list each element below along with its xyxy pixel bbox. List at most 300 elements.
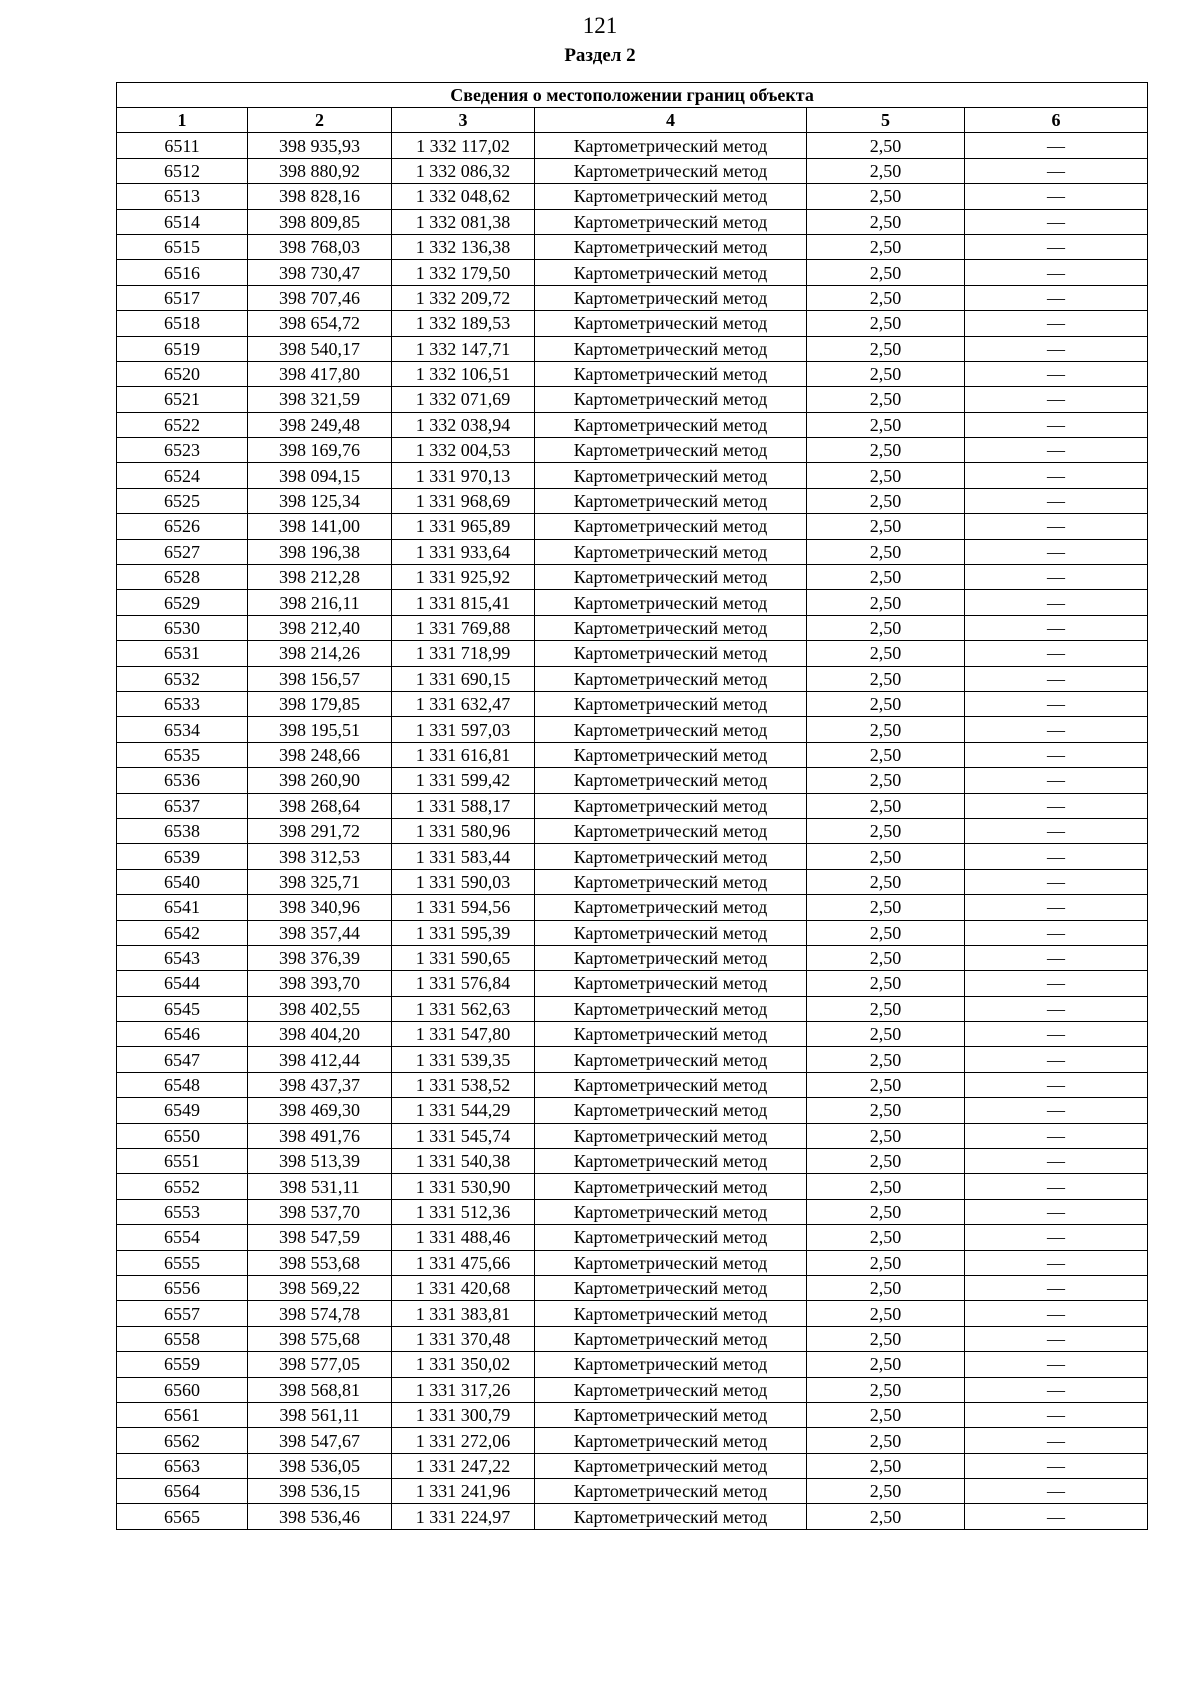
table-row <box>117 1098 1148 1123</box>
description-cell: — <box>965 996 1148 1021</box>
x-coordinate-cell: 398 125,34 <box>248 488 392 513</box>
description-cell: — <box>965 818 1148 843</box>
x-coordinate-cell: 398 540,17 <box>248 336 392 361</box>
x-coordinate-cell: 398 321,59 <box>248 387 392 412</box>
y-coordinate-cell: 1 331 272,06 <box>392 1428 535 1453</box>
method-cell: Картометрический метод <box>535 641 807 666</box>
description-cell: — <box>965 1199 1148 1224</box>
method-cell: Картометрический метод <box>535 260 807 285</box>
accuracy-cell: 2,50 <box>807 945 965 970</box>
method-cell: Картометрический метод <box>535 158 807 183</box>
table-row <box>117 1149 1148 1174</box>
y-coordinate-cell: 1 331 590,65 <box>392 945 535 970</box>
point-number-cell: 6511 <box>117 133 248 158</box>
accuracy-cell: 2,50 <box>807 1326 965 1351</box>
x-coordinate-cell: 398 547,67 <box>248 1428 392 1453</box>
point-number-cell: 6560 <box>117 1377 248 1402</box>
y-coordinate-cell: 1 331 562,63 <box>392 996 535 1021</box>
accuracy-cell: 2,50 <box>807 209 965 234</box>
y-coordinate-cell: 1 331 530,90 <box>392 1174 535 1199</box>
table-row <box>117 1352 1148 1377</box>
method-cell: Картометрический метод <box>535 1275 807 1300</box>
column-header: 5 <box>807 108 965 133</box>
y-coordinate-cell: 1 332 209,72 <box>392 285 535 310</box>
accuracy-cell: 2,50 <box>807 1199 965 1224</box>
y-coordinate-cell: 1 331 512,36 <box>392 1199 535 1224</box>
point-number-cell: 6537 <box>117 793 248 818</box>
description-cell: — <box>965 742 1148 767</box>
table-row <box>117 869 1148 894</box>
accuracy-cell: 2,50 <box>807 285 965 310</box>
description-cell: — <box>965 285 1148 310</box>
x-coordinate-cell: 398 376,39 <box>248 945 392 970</box>
description-cell: — <box>965 1326 1148 1351</box>
method-cell: Картометрический метод <box>535 209 807 234</box>
point-number-cell: 6515 <box>117 234 248 259</box>
y-coordinate-cell: 1 331 968,69 <box>392 488 535 513</box>
y-coordinate-cell: 1 331 597,03 <box>392 717 535 742</box>
x-coordinate-cell: 398 577,05 <box>248 1352 392 1377</box>
method-cell: Картометрический метод <box>535 184 807 209</box>
accuracy-cell: 2,50 <box>807 1225 965 1250</box>
table-row <box>117 590 1148 615</box>
point-number-cell: 6552 <box>117 1174 248 1199</box>
method-cell: Картометрический метод <box>535 945 807 970</box>
accuracy-cell: 2,50 <box>807 260 965 285</box>
x-coordinate-cell: 398 707,46 <box>248 285 392 310</box>
method-cell: Картометрический метод <box>535 818 807 843</box>
y-coordinate-cell: 1 332 106,51 <box>392 361 535 386</box>
accuracy-cell: 2,50 <box>807 1098 965 1123</box>
y-coordinate-cell: 1 331 965,89 <box>392 514 535 539</box>
point-number-cell: 6531 <box>117 641 248 666</box>
point-number-cell: 6518 <box>117 311 248 336</box>
point-number-cell: 6535 <box>117 742 248 767</box>
description-cell: — <box>965 260 1148 285</box>
accuracy-cell: 2,50 <box>807 971 965 996</box>
accuracy-cell: 2,50 <box>807 1072 965 1097</box>
point-number-cell: 6565 <box>117 1504 248 1529</box>
description-cell: — <box>965 311 1148 336</box>
y-coordinate-cell: 1 331 247,22 <box>392 1453 535 1478</box>
accuracy-cell: 2,50 <box>807 666 965 691</box>
point-number-cell: 6536 <box>117 768 248 793</box>
table-row <box>117 641 1148 666</box>
table-row <box>117 920 1148 945</box>
description-cell: — <box>965 691 1148 716</box>
method-cell: Картометрический метод <box>535 971 807 996</box>
method-cell: Картометрический метод <box>535 1326 807 1351</box>
point-number-cell: 6549 <box>117 1098 248 1123</box>
page-number: 121 <box>582 13 618 38</box>
method-cell: Картометрический метод <box>535 361 807 386</box>
column-header: 2 <box>248 108 392 133</box>
description-cell: — <box>965 234 1148 259</box>
point-number-cell: 6559 <box>117 1352 248 1377</box>
point-number-cell: 6526 <box>117 514 248 539</box>
accuracy-cell: 2,50 <box>807 488 965 513</box>
x-coordinate-cell: 398 437,37 <box>248 1072 392 1097</box>
description-cell: — <box>965 920 1148 945</box>
description-cell: — <box>965 565 1148 590</box>
point-number-cell: 6557 <box>117 1301 248 1326</box>
point-number-cell: 6546 <box>117 1022 248 1047</box>
description-cell: — <box>965 1225 1148 1250</box>
description-cell: — <box>965 1377 1148 1402</box>
y-coordinate-cell: 1 331 350,02 <box>392 1352 535 1377</box>
x-coordinate-cell: 398 212,40 <box>248 615 392 640</box>
method-cell: Картометрический метод <box>535 844 807 869</box>
x-coordinate-cell: 398 730,47 <box>248 260 392 285</box>
accuracy-cell: 2,50 <box>807 641 965 666</box>
accuracy-cell: 2,50 <box>807 1275 965 1300</box>
accuracy-cell: 2,50 <box>807 412 965 437</box>
accuracy-cell: 2,50 <box>807 818 965 843</box>
method-cell: Картометрический метод <box>535 1250 807 1275</box>
y-coordinate-cell: 1 331 544,29 <box>392 1098 535 1123</box>
point-number-cell: 6527 <box>117 539 248 564</box>
point-number-cell: 6522 <box>117 412 248 437</box>
method-cell: Картометрический метод <box>535 133 807 158</box>
description-cell: — <box>965 1479 1148 1504</box>
accuracy-cell: 2,50 <box>807 1123 965 1148</box>
table-row <box>117 184 1148 209</box>
column-header: 1 <box>117 108 248 133</box>
accuracy-cell: 2,50 <box>807 1250 965 1275</box>
method-cell: Картометрический метод <box>535 590 807 615</box>
caption-row <box>117 83 1148 108</box>
column-header: 4 <box>535 108 807 133</box>
table-row <box>117 412 1148 437</box>
section-title: Раздел 2 <box>564 45 636 66</box>
y-coordinate-cell: 1 332 179,50 <box>392 260 535 285</box>
y-coordinate-cell: 1 331 616,81 <box>392 742 535 767</box>
x-coordinate-cell: 398 357,44 <box>248 920 392 945</box>
table-row <box>117 768 1148 793</box>
method-cell: Картометрический метод <box>535 920 807 945</box>
table-row <box>117 615 1148 640</box>
accuracy-cell: 2,50 <box>807 996 965 1021</box>
x-coordinate-cell: 398 935,93 <box>248 133 392 158</box>
method-cell: Картометрический метод <box>535 793 807 818</box>
x-coordinate-cell: 398 179,85 <box>248 691 392 716</box>
accuracy-cell: 2,50 <box>807 539 965 564</box>
table-row <box>117 336 1148 361</box>
accuracy-cell: 2,50 <box>807 793 965 818</box>
y-coordinate-cell: 1 331 599,42 <box>392 768 535 793</box>
table-row <box>117 260 1148 285</box>
point-number-cell: 6544 <box>117 971 248 996</box>
y-coordinate-cell: 1 331 224,97 <box>392 1504 535 1529</box>
table-row <box>117 1326 1148 1351</box>
description-cell: — <box>965 1504 1148 1529</box>
accuracy-cell: 2,50 <box>807 1301 965 1326</box>
y-coordinate-cell: 1 331 538,52 <box>392 1072 535 1097</box>
table-row <box>117 691 1148 716</box>
x-coordinate-cell: 398 536,15 <box>248 1479 392 1504</box>
y-coordinate-cell: 1 331 590,03 <box>392 869 535 894</box>
x-coordinate-cell: 398 469,30 <box>248 1098 392 1123</box>
x-coordinate-cell: 398 212,28 <box>248 565 392 590</box>
x-coordinate-cell: 398 169,76 <box>248 438 392 463</box>
table-row <box>117 438 1148 463</box>
point-number-cell: 6538 <box>117 818 248 843</box>
point-number-cell: 6534 <box>117 717 248 742</box>
method-cell: Картометрический метод <box>535 488 807 513</box>
method-cell: Картометрический метод <box>535 311 807 336</box>
y-coordinate-cell: 1 331 632,47 <box>392 691 535 716</box>
description-cell: — <box>965 463 1148 488</box>
y-coordinate-cell: 1 331 420,68 <box>392 1275 535 1300</box>
accuracy-cell: 2,50 <box>807 1504 965 1529</box>
x-coordinate-cell: 398 828,16 <box>248 184 392 209</box>
description-cell: — <box>965 438 1148 463</box>
method-cell: Картометрический метод <box>535 996 807 1021</box>
table-row <box>117 565 1148 590</box>
x-coordinate-cell: 398 312,53 <box>248 844 392 869</box>
y-coordinate-cell: 1 332 189,53 <box>392 311 535 336</box>
table-row <box>117 1250 1148 1275</box>
point-number-cell: 6512 <box>117 158 248 183</box>
description-cell: — <box>965 1098 1148 1123</box>
method-cell: Картометрический метод <box>535 742 807 767</box>
y-coordinate-cell: 1 331 370,48 <box>392 1326 535 1351</box>
description-cell: — <box>965 945 1148 970</box>
table-row <box>117 1072 1148 1097</box>
table-row <box>117 1022 1148 1047</box>
description-cell: — <box>965 666 1148 691</box>
accuracy-cell: 2,50 <box>807 869 965 894</box>
x-coordinate-cell: 398 141,00 <box>248 514 392 539</box>
method-cell: Картометрический метод <box>535 1022 807 1047</box>
x-coordinate-cell: 398 654,72 <box>248 311 392 336</box>
method-cell: Картометрический метод <box>535 895 807 920</box>
x-coordinate-cell: 398 561,11 <box>248 1402 392 1427</box>
table-row <box>117 793 1148 818</box>
y-coordinate-cell: 1 331 925,92 <box>392 565 535 590</box>
point-number-cell: 6556 <box>117 1275 248 1300</box>
y-coordinate-cell: 1 332 086,32 <box>392 158 535 183</box>
accuracy-cell: 2,50 <box>807 1149 965 1174</box>
table-row <box>117 1225 1148 1250</box>
point-number-cell: 6520 <box>117 361 248 386</box>
description-cell: — <box>965 869 1148 894</box>
accuracy-cell: 2,50 <box>807 1402 965 1427</box>
x-coordinate-cell: 398 195,51 <box>248 717 392 742</box>
table-row <box>117 387 1148 412</box>
point-number-cell: 6532 <box>117 666 248 691</box>
method-cell: Картометрический метод <box>535 565 807 590</box>
y-coordinate-cell: 1 331 547,80 <box>392 1022 535 1047</box>
y-coordinate-cell: 1 331 970,13 <box>392 463 535 488</box>
y-coordinate-cell: 1 331 488,46 <box>392 1225 535 1250</box>
description-cell: — <box>965 184 1148 209</box>
point-number-cell: 6547 <box>117 1047 248 1072</box>
x-coordinate-cell: 398 880,92 <box>248 158 392 183</box>
description-cell: — <box>965 488 1148 513</box>
x-coordinate-cell: 398 249,48 <box>248 412 392 437</box>
y-coordinate-cell: 1 332 048,62 <box>392 184 535 209</box>
description-cell: — <box>965 793 1148 818</box>
accuracy-cell: 2,50 <box>807 361 965 386</box>
x-coordinate-cell: 398 156,57 <box>248 666 392 691</box>
method-cell: Картометрический метод <box>535 717 807 742</box>
description-cell: — <box>965 1022 1148 1047</box>
column-number-row <box>117 108 1148 133</box>
point-number-cell: 6514 <box>117 209 248 234</box>
accuracy-cell: 2,50 <box>807 387 965 412</box>
table-row <box>117 1377 1148 1402</box>
method-cell: Картометрический метод <box>535 463 807 488</box>
y-coordinate-cell: 1 332 147,71 <box>392 336 535 361</box>
x-coordinate-cell: 398 768,03 <box>248 234 392 259</box>
table-row <box>117 133 1148 158</box>
method-cell: Картометрический метод <box>535 869 807 894</box>
table-row <box>117 463 1148 488</box>
table-row <box>117 742 1148 767</box>
table-row <box>117 666 1148 691</box>
y-coordinate-cell: 1 331 241,96 <box>392 1479 535 1504</box>
method-cell: Картометрический метод <box>535 615 807 640</box>
x-coordinate-cell: 398 491,76 <box>248 1123 392 1148</box>
table-row <box>117 514 1148 539</box>
table-row <box>117 1275 1148 1300</box>
description-cell: — <box>965 1428 1148 1453</box>
table-row <box>117 844 1148 869</box>
point-number-cell: 6550 <box>117 1123 248 1148</box>
table-row <box>117 539 1148 564</box>
point-number-cell: 6533 <box>117 691 248 716</box>
accuracy-cell: 2,50 <box>807 336 965 361</box>
point-number-cell: 6543 <box>117 945 248 970</box>
y-coordinate-cell: 1 331 583,44 <box>392 844 535 869</box>
x-coordinate-cell: 398 248,66 <box>248 742 392 767</box>
method-cell: Картометрический метод <box>535 1479 807 1504</box>
accuracy-cell: 2,50 <box>807 717 965 742</box>
table-caption: Сведения о местоположении границ объекта <box>117 83 1148 108</box>
description-cell: — <box>965 1047 1148 1072</box>
method-cell: Картометрический метод <box>535 1123 807 1148</box>
table-row <box>117 1174 1148 1199</box>
description-cell: — <box>965 361 1148 386</box>
description-cell: — <box>965 1301 1148 1326</box>
table-row <box>117 1428 1148 1453</box>
x-coordinate-cell: 398 094,15 <box>248 463 392 488</box>
description-cell: — <box>965 615 1148 640</box>
accuracy-cell: 2,50 <box>807 1479 965 1504</box>
method-cell: Картометрический метод <box>535 514 807 539</box>
x-coordinate-cell: 398 547,59 <box>248 1225 392 1250</box>
table-row <box>117 311 1148 336</box>
column-header: 3 <box>392 108 535 133</box>
table-row <box>117 209 1148 234</box>
table-row <box>117 488 1148 513</box>
table-row <box>117 361 1148 386</box>
x-coordinate-cell: 398 531,11 <box>248 1174 392 1199</box>
point-number-cell: 6528 <box>117 565 248 590</box>
method-cell: Картометрический метод <box>535 1453 807 1478</box>
description-cell: — <box>965 1174 1148 1199</box>
description-cell: — <box>965 717 1148 742</box>
table-row <box>117 234 1148 259</box>
point-number-cell: 6540 <box>117 869 248 894</box>
y-coordinate-cell: 1 331 690,15 <box>392 666 535 691</box>
y-coordinate-cell: 1 331 317,26 <box>392 1377 535 1402</box>
method-cell: Картометрический метод <box>535 234 807 259</box>
table-row <box>117 971 1148 996</box>
boundary-coordinates-table <box>116 82 1148 1530</box>
point-number-cell: 6563 <box>117 1453 248 1478</box>
table-row <box>117 1199 1148 1224</box>
y-coordinate-cell: 1 332 081,38 <box>392 209 535 234</box>
y-coordinate-cell: 1 331 539,35 <box>392 1047 535 1072</box>
x-coordinate-cell: 398 214,26 <box>248 641 392 666</box>
x-coordinate-cell: 398 553,68 <box>248 1250 392 1275</box>
x-coordinate-cell: 398 325,71 <box>248 869 392 894</box>
accuracy-cell: 2,50 <box>807 1047 965 1072</box>
y-coordinate-cell: 1 332 004,53 <box>392 438 535 463</box>
table-row <box>117 717 1148 742</box>
accuracy-cell: 2,50 <box>807 691 965 716</box>
method-cell: Картометрический метод <box>535 1149 807 1174</box>
method-cell: Картометрический метод <box>535 1199 807 1224</box>
accuracy-cell: 2,50 <box>807 1174 965 1199</box>
point-number-cell: 6561 <box>117 1402 248 1427</box>
x-coordinate-cell: 398 196,38 <box>248 539 392 564</box>
y-coordinate-cell: 1 331 300,79 <box>392 1402 535 1427</box>
accuracy-cell: 2,50 <box>807 1352 965 1377</box>
method-cell: Картометрический метод <box>535 412 807 437</box>
point-number-cell: 6558 <box>117 1326 248 1351</box>
point-number-cell: 6525 <box>117 488 248 513</box>
description-cell: — <box>965 768 1148 793</box>
point-number-cell: 6516 <box>117 260 248 285</box>
accuracy-cell: 2,50 <box>807 615 965 640</box>
accuracy-cell: 2,50 <box>807 1453 965 1478</box>
x-coordinate-cell: 398 568,81 <box>248 1377 392 1402</box>
point-number-cell: 6553 <box>117 1199 248 1224</box>
method-cell: Картометрический метод <box>535 691 807 716</box>
y-coordinate-cell: 1 331 769,88 <box>392 615 535 640</box>
accuracy-cell: 2,50 <box>807 1428 965 1453</box>
x-coordinate-cell: 398 340,96 <box>248 895 392 920</box>
accuracy-cell: 2,50 <box>807 565 965 590</box>
method-cell: Картометрический метод <box>535 1352 807 1377</box>
point-number-cell: 6513 <box>117 184 248 209</box>
method-cell: Картометрический метод <box>535 539 807 564</box>
x-coordinate-cell: 398 569,22 <box>248 1275 392 1300</box>
method-cell: Картометрический метод <box>535 1047 807 1072</box>
method-cell: Картометрический метод <box>535 1377 807 1402</box>
method-cell: Картометрический метод <box>535 1098 807 1123</box>
x-coordinate-cell: 398 268,64 <box>248 793 392 818</box>
y-coordinate-cell: 1 331 580,96 <box>392 818 535 843</box>
x-coordinate-cell: 398 575,68 <box>248 1326 392 1351</box>
y-coordinate-cell: 1 331 383,81 <box>392 1301 535 1326</box>
table-body <box>117 133 1148 1529</box>
method-cell: Картометрический метод <box>535 438 807 463</box>
point-number-cell: 6542 <box>117 920 248 945</box>
method-cell: Картометрический метод <box>535 1174 807 1199</box>
accuracy-cell: 2,50 <box>807 590 965 615</box>
point-number-cell: 6548 <box>117 1072 248 1097</box>
point-number-cell: 6562 <box>117 1428 248 1453</box>
accuracy-cell: 2,50 <box>807 920 965 945</box>
method-cell: Картометрический метод <box>535 285 807 310</box>
x-coordinate-cell: 398 393,70 <box>248 971 392 996</box>
table-row <box>117 285 1148 310</box>
y-coordinate-cell: 1 331 475,66 <box>392 1250 535 1275</box>
